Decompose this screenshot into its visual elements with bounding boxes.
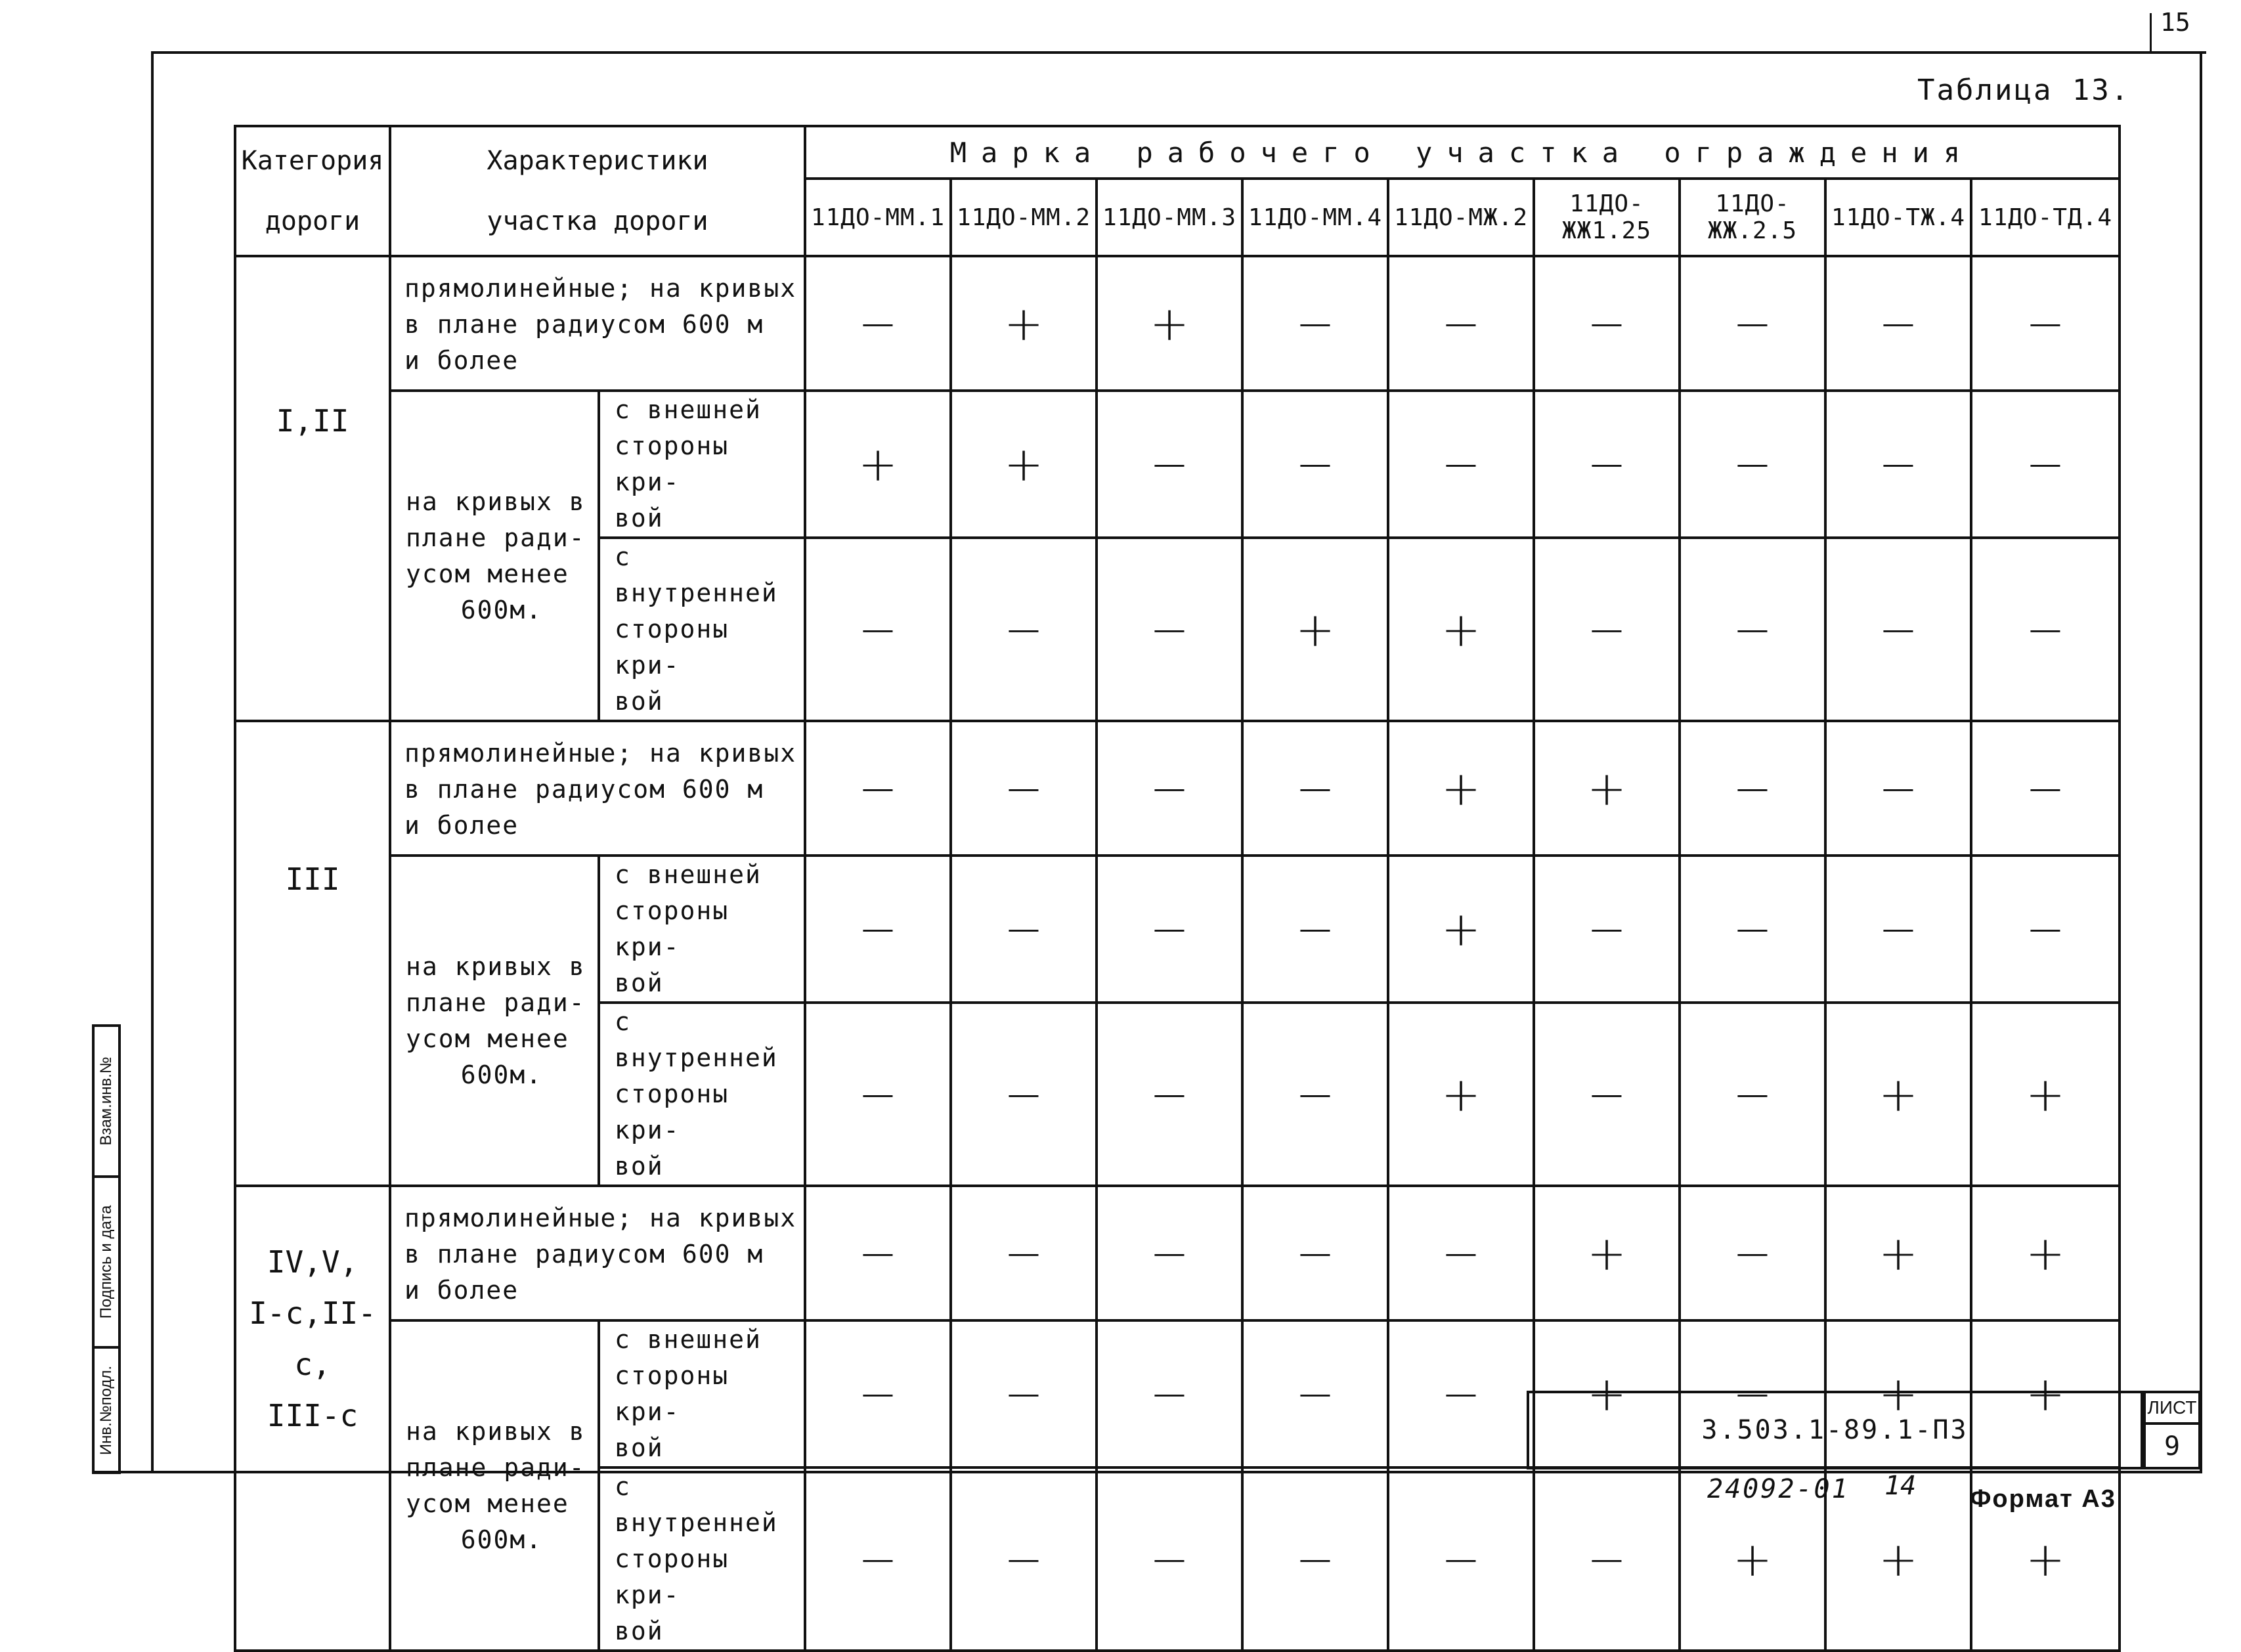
desc-line: плане ради-	[406, 1452, 586, 1482]
table-cell: −	[1388, 1186, 1534, 1320]
desc-line: усом менее	[406, 559, 569, 588]
desc-line: и более	[404, 1276, 519, 1305]
desc-line: в плане радиусом 600 м	[404, 1240, 764, 1269]
table-cell: −	[1534, 538, 1680, 721]
curve-radius-description	[390, 1320, 599, 1651]
table-cell: −	[1097, 1186, 1242, 1320]
document-code: 3.503.1-89.1-ПЗ	[1527, 1391, 2143, 1469]
header-code: 11ДО-ТЖ.4	[1825, 179, 1971, 256]
desc-line: стороны кри-	[615, 1544, 729, 1609]
table-cell: +	[951, 391, 1097, 538]
desc-line: в плане радиусом 600 м	[404, 310, 764, 339]
side-cell-original	[95, 1349, 118, 1471]
table-cell: −	[805, 856, 951, 1003]
table-cell: −	[805, 1320, 951, 1467]
category-cell	[235, 721, 390, 1186]
desc-line: усом менее	[406, 1024, 569, 1053]
side-cell-signature	[95, 1178, 118, 1349]
header-code: 11ДО-ЖЖ.2.5	[1680, 179, 1825, 256]
header-characteristics	[390, 126, 805, 256]
table-cell: −	[1097, 856, 1242, 1003]
table-cell: −	[1680, 538, 1825, 721]
table-cell: −	[1388, 1467, 1534, 1651]
format-label: Формат А3	[1970, 1485, 2116, 1513]
header-code: 11ДО-ММ.3	[1097, 179, 1242, 256]
desc-line: с внутренней	[615, 1007, 778, 1072]
table-cell: −	[1242, 391, 1388, 538]
desc-line: стороны кри-	[615, 1361, 729, 1426]
desc-line: с внешней	[615, 395, 762, 424]
table-cell: +	[1242, 538, 1388, 721]
header-characteristics-line1: Характеристики	[487, 146, 708, 176]
table-cell: −	[951, 538, 1097, 721]
table-cell: −	[805, 1003, 951, 1186]
table-cell: −	[1534, 391, 1680, 538]
table-cell: −	[951, 1320, 1097, 1467]
desc-line: с внешней	[615, 860, 762, 889]
table-cell: −	[1097, 1320, 1242, 1467]
side-label-signature-date: Подпись и дата	[97, 1205, 115, 1319]
table-cell: −	[1680, 256, 1825, 391]
desc-line: вой	[615, 1152, 664, 1181]
desc-line: стороны кри-	[615, 896, 729, 961]
table-cell: −	[1971, 391, 2120, 538]
table-cell: +	[1388, 856, 1534, 1003]
desc-line: с внешней	[615, 1325, 762, 1354]
table-cell: −	[1534, 1003, 1680, 1186]
table-cell: +	[1825, 1003, 1971, 1186]
table-cell: −	[1242, 856, 1388, 1003]
table-cell: −	[1388, 1320, 1534, 1467]
desc-line: с внутренней	[615, 1472, 778, 1537]
curve-radius-description	[390, 391, 599, 721]
desc-line: 600м.	[460, 1525, 543, 1554]
desc-line: с внутренней	[615, 542, 778, 607]
desc-line: 600м.	[460, 595, 543, 624]
table-cell: +	[1534, 1320, 1680, 1467]
category-label: I-с,II-с,	[249, 1295, 376, 1382]
header-marka: Марка рабочего участка ограждения	[805, 126, 2120, 179]
desc-line: прямолинейные; на кривых	[404, 739, 797, 768]
header-code: 11ДО-ММ.1	[805, 179, 951, 256]
table-cell: −	[1534, 856, 1680, 1003]
table-cell: +	[1680, 1467, 1825, 1651]
header-code: 11ДО-ТД.4	[1971, 179, 2120, 256]
outer-side-description	[599, 1320, 805, 1467]
table-cell: +	[1825, 1320, 1971, 1467]
table-cell: −	[805, 1186, 951, 1320]
table-cell: −	[805, 538, 951, 721]
side-strip	[92, 1024, 121, 1474]
table-cell: −	[951, 1186, 1097, 1320]
category-label: III	[285, 861, 340, 897]
table-cell: −	[1242, 1320, 1388, 1467]
category-label: I,II	[276, 403, 349, 439]
table-cell: +	[1388, 721, 1534, 856]
table-cell: −	[951, 1467, 1097, 1651]
table-cell: +	[1388, 1003, 1534, 1186]
table-cell: +	[1825, 1467, 1971, 1651]
table-cell: +	[1388, 538, 1534, 721]
table-cell: +	[1534, 721, 1680, 856]
frame-top	[151, 51, 2206, 54]
curve-radius-description	[390, 856, 599, 1186]
table-cell: −	[1680, 1320, 1825, 1467]
table-cell: −	[1680, 1186, 1825, 1320]
inner-side-description	[599, 1467, 805, 1651]
header-characteristics-line2: участка дороги	[487, 206, 708, 236]
header-category-line1: Категория	[241, 146, 384, 176]
table-cell: −	[1971, 721, 2120, 856]
table-cell: +	[805, 391, 951, 538]
desc-line: стороны кри-	[615, 431, 729, 496]
desc-line: 600м.	[460, 1060, 543, 1089]
category-label: IV,V,	[267, 1244, 359, 1280]
table-cell: +	[1971, 1186, 2120, 1320]
straight-description	[390, 256, 805, 391]
desc-line: плане ради-	[406, 523, 586, 552]
table-cell: −	[951, 1003, 1097, 1186]
table-cell: −	[1825, 391, 1971, 538]
table-cell: −	[1825, 256, 1971, 391]
header-code: 11ДО-ММ.4	[1242, 179, 1388, 256]
table-cell: −	[1680, 721, 1825, 856]
table-cell: −	[1242, 721, 1388, 856]
inner-side-description	[599, 1003, 805, 1186]
side-cell-replaced	[95, 1027, 118, 1178]
table-cell: +	[1971, 1467, 2120, 1651]
side-label-replaced-inv: Взам.инв.№	[97, 1056, 115, 1146]
table-cell: −	[1680, 856, 1825, 1003]
desc-line: на кривых в	[406, 951, 586, 981]
table-cell: −	[1242, 1467, 1388, 1651]
desc-line: стороны кри-	[615, 1079, 729, 1144]
table-cell: −	[1825, 538, 1971, 721]
sheet-number: 9	[2164, 1431, 2181, 1462]
side-label-original-inv: Инв.№подл.	[97, 1365, 115, 1455]
header-code: 11ДО-МЖ.2	[1388, 179, 1534, 256]
inner-side-description	[599, 538, 805, 721]
desc-line: и более	[404, 346, 519, 375]
straight-description	[390, 721, 805, 856]
desc-line: прямолинейные; на кривых	[404, 274, 797, 303]
table-cell: +	[1971, 1320, 2120, 1467]
outer-side-description	[599, 856, 805, 1003]
frame-left	[151, 51, 154, 1473]
table-cell: −	[1388, 256, 1534, 391]
table-cell: −	[1388, 391, 1534, 538]
table-cell: −	[951, 856, 1097, 1003]
table-cell: −	[805, 256, 951, 391]
table-cell: +	[951, 256, 1097, 391]
table-cell: −	[1971, 538, 2120, 721]
table-cell: −	[1680, 391, 1825, 538]
table-cell: −	[1534, 1467, 1680, 1651]
desc-line: стороны кри-	[615, 615, 729, 680]
desc-line: на кривых в	[406, 1416, 586, 1446]
category-cell	[235, 1186, 390, 1651]
straight-description	[390, 1186, 805, 1320]
page-number: 15	[2160, 8, 2190, 37]
desc-line: усом менее	[406, 1489, 569, 1518]
header-category-line2: дороги	[265, 206, 360, 236]
table-cell: −	[1242, 1186, 1388, 1320]
table-cell: −	[1242, 256, 1388, 391]
desc-line: вой	[615, 504, 664, 533]
desc-line: на кривых в	[406, 487, 586, 516]
header-category	[235, 126, 390, 256]
table-cell: −	[1825, 721, 1971, 856]
desc-line: вой	[615, 1433, 664, 1462]
table-cell: −	[1097, 1467, 1242, 1651]
table-cell: −	[1242, 1003, 1388, 1186]
desc-line: вой	[615, 968, 664, 997]
table-cell: +	[1097, 256, 1242, 391]
table-cell: +	[1971, 1003, 2120, 1186]
table-cell: +	[1825, 1186, 1971, 1320]
table-cell: −	[1097, 538, 1242, 721]
header-code: 11ДО-ЖЖ1.25	[1534, 179, 1680, 256]
frame-right	[2200, 51, 2202, 1473]
table-cell: −	[1097, 1003, 1242, 1186]
table-title: Таблица 13.	[1917, 74, 2131, 107]
category-label: III-с	[267, 1398, 359, 1433]
sheet-label: ЛИСТ	[2146, 1393, 2198, 1425]
table-cell: −	[1097, 721, 1242, 856]
desc-line: в плане радиусом 600 м	[404, 775, 764, 804]
sheet-box	[2143, 1391, 2201, 1469]
table-cell: −	[1534, 256, 1680, 391]
desc-line: вой	[615, 1617, 664, 1645]
category-cell	[235, 256, 390, 721]
header-code: 11ДО-ММ.2	[951, 179, 1097, 256]
table-cell: −	[951, 721, 1097, 856]
table-cell: −	[805, 721, 951, 856]
desc-line: прямолинейные; на кривых	[404, 1204, 797, 1232]
table-cell: −	[1971, 856, 2120, 1003]
table-cell: −	[1680, 1003, 1825, 1186]
inventory-suffix: 14	[1884, 1471, 1917, 1501]
inventory-number: 24092-01	[1707, 1474, 1850, 1504]
outer-side-description	[599, 391, 805, 538]
table-cell: −	[1971, 256, 2120, 391]
table-cell: +	[1534, 1186, 1680, 1320]
desc-line: и более	[404, 811, 519, 840]
table-cell: −	[805, 1467, 951, 1651]
desc-line: вой	[615, 687, 664, 716]
desc-line: плане ради-	[406, 988, 586, 1017]
table-cell: −	[1097, 391, 1242, 538]
table-cell: −	[1825, 856, 1971, 1003]
